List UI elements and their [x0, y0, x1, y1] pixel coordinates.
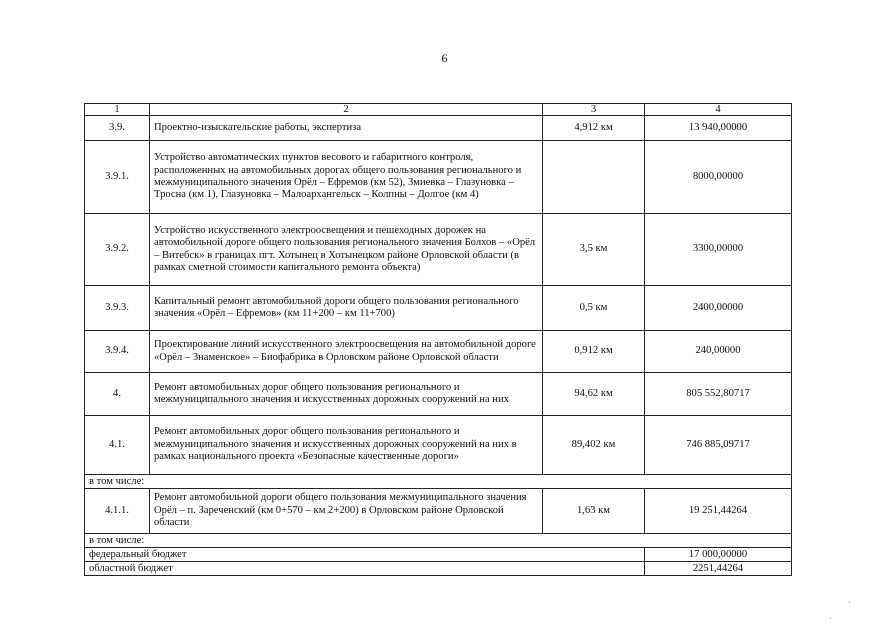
table-row [85, 141, 792, 214]
header-cell: 2 [150, 104, 543, 116]
scan-speck: ˙ [829, 616, 832, 625]
row-amount: 805 552,80717 [645, 373, 792, 416]
row-length [543, 141, 645, 214]
header-cell: 4 [645, 104, 792, 116]
row-description: Ремонт автомобильных дорог общего пользования регионального и межмуниципального значения и искусственных дорожных сооружений на них [150, 373, 543, 416]
row-number: 4. [85, 373, 150, 416]
row-number: 4.1.1. [85, 489, 150, 534]
row-length: 1,63 км [543, 489, 645, 534]
table-row [85, 534, 792, 548]
table-row [85, 416, 792, 475]
budget-table [84, 103, 792, 576]
table-header-row [85, 104, 792, 116]
row-number: 3.9.4. [85, 331, 150, 373]
row-length: 0,912 км [543, 331, 645, 373]
federal-budget-label: федеральный бюджет [85, 548, 645, 562]
header-cell: 1 [85, 104, 150, 116]
row-description: Устройство автоматических пунктов весового и габаритного контроля, расположенных на автомобильных дорогах общего пользования регионального и межмуниципального значения Орёл – Ефремов (км 52), Змиевка – Глазуновка – Тросна (км 1), Глазуновка – Малоархангельск – Колпны – Долгое (км 4) [150, 141, 543, 214]
row-description: Проектирование линий искусственного электроосвещения на автомобильной дороге «Орёл – Знаменское» – Биофабрика в Орловском районе Орловской области [150, 331, 543, 373]
regional-budget-amount: 2251,44264 [645, 562, 792, 576]
row-length: 94,62 км [543, 373, 645, 416]
row-number: 4.1. [85, 416, 150, 475]
row-length: 3,5 км [543, 214, 645, 286]
row-description: Проектно-изыскательские работы, экспертиза [150, 116, 543, 141]
row-amount: 13 940,00000 [645, 116, 792, 141]
table-row [85, 286, 792, 331]
table-row [85, 373, 792, 416]
in-total-label: в том числе: [85, 534, 792, 548]
row-amount: 8000,00000 [645, 141, 792, 214]
table-row [85, 214, 792, 286]
row-amount: 240,00000 [645, 331, 792, 373]
in-total-label: в том числе: [85, 475, 792, 489]
federal-budget-row [85, 548, 792, 562]
row-description: Ремонт автомобильных дорог общего пользования регионального и межмуниципального значения и искусственных дорожных сооружений на них в рамках национального проекта «Безопасные качественные дороги» [150, 416, 543, 475]
row-length: 4,912 км [543, 116, 645, 141]
row-description: Устройство искусственного электроосвещения и пешеходных дорожек на автомобильной дороге общего пользования регионального значения Болхов – «Орёл – Витебск» в границах пгт. Хотынец в Хотынецком районе Орловской области (в рамках сметной стоимости капитального ремонта объекта) [150, 214, 543, 286]
row-number: 3.9. [85, 116, 150, 141]
page-number: 6 [441, 51, 448, 65]
header-cell: 3 [543, 104, 645, 116]
row-length: 0,5 км [543, 286, 645, 331]
regional-budget-label: областной бюджет [85, 562, 645, 576]
row-description: Капитальный ремонт автомобильной дороги общего пользования регионального значения «Орёл – Ефремов» (км 11+200 – км 11+700) [150, 286, 543, 331]
scan-speck: · [848, 598, 851, 607]
row-length: 89,402 км [543, 416, 645, 475]
row-amount: 746 885,09717 [645, 416, 792, 475]
row-number: 3.9.3. [85, 286, 150, 331]
federal-budget-amount: 17 000,00000 [645, 548, 792, 562]
row-number: 3.9.1. [85, 141, 150, 214]
row-number: 3.9.2. [85, 214, 150, 286]
regional-budget-row [85, 562, 792, 576]
row-amount: 19 251,44264 [645, 489, 792, 534]
row-amount: 2400,00000 [645, 286, 792, 331]
row-description: Ремонт автомобильной дороги общего пользования межмуниципального значения Орёл – п. Зареченский (км 0+570 – км 2+200) в Орловском районе Орловской области [150, 489, 543, 534]
table-row [85, 489, 792, 534]
table-row [85, 116, 792, 141]
row-amount: 3300,00000 [645, 214, 792, 286]
table-row [85, 475, 792, 489]
table-row [85, 331, 792, 373]
